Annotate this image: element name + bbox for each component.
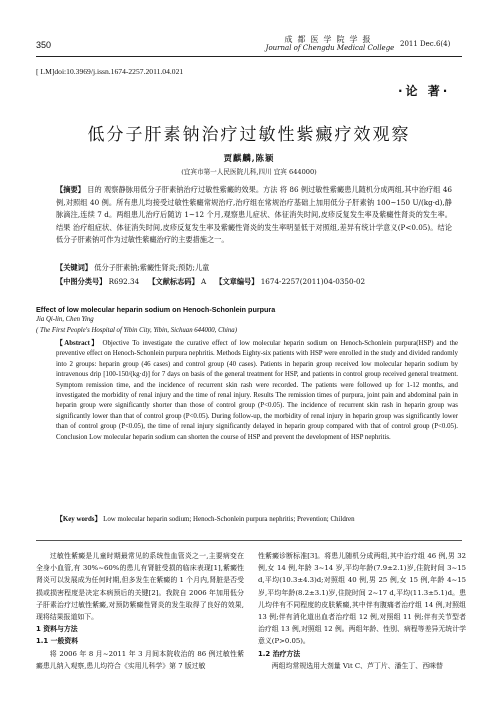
doc-code-value: A xyxy=(200,277,207,286)
english-title: Effect of low molecular heparin sodium on Henoch-Schonlein purpura xyxy=(36,305,276,314)
general-data-paragraph: 将 2006 年 8 月~2011 年 3 月间本院收治的 86 例过敏性紫癜患儿纳入观察,患儿均符合《实用儿科学》第 7 版过敏 xyxy=(36,649,244,670)
abstract-label: 【摘要】 xyxy=(56,185,85,194)
english-affiliation: ( The First People's Hospital of Yibin City, Yibin, Sichuan 644000, China) xyxy=(36,327,237,334)
article-title: 低分子肝素钠治疗过敏性紫癜疗效观察 xyxy=(87,125,411,145)
article-id-value: 1674-2257(2011)04-0350-02 xyxy=(260,277,366,286)
abstract-cn xyxy=(56,184,452,247)
keywords-text: 低分子肝素钠;紫癜性肾炎;预防;儿童 xyxy=(94,263,210,272)
english-abstract-text: Objective To investigate the curative effect of low molecular heparin sodium on Henoch-Schonlein purpura(HSP) and the preventive effect on Henoch-Schonlein purpura nephritis. Methods Eighty-six patients with HSP were enrolled in the study and divided randomly into 2 groups: heparin group (46 cases) and control group (40 cases). Patients in heparin group received low molecular heparin sodium by intravenous drip [100-150/(kg·d)] for 7 days on basis of the general treatment for HSP, and patients in control group received general treatment. Symptom remission time, and the incidence of recurrent skin rash were recorded. The patients were followed up for 1-12 months, and investigated the morbidity of renal injury and the time of renal injury. Results The remission times of purpura, joint pain and abdominal pain in heparin group were significantly shorter than those of control group (P<0.05). The incidence of recurrent skin rash in heparin group was significantly lower than that of control group (P<0.05). During follow-up, the morbidity of renal injury in heparin group was significantly lower than of control group (P<0.05), the time of renal injury significantly delayed in heparin group compared with that of control group (P<0.05). Conclusion Low molecular heparin sodium can shorten the course of HSP and prevent the development of HSP nephritis. xyxy=(56,340,458,441)
keywords-cn xyxy=(56,262,452,275)
english-keywords xyxy=(56,515,458,525)
english-keywords-text: Low molecular heparin sodium; Henoch-Schonlein purpura nephritis; Prevention; Children xyxy=(103,516,355,523)
authors: 贾麒麟,陈颖 xyxy=(223,153,275,163)
intro-paragraph: 过敏性紫癜是儿童时期最常见的系统性血管炎之一,主要病变在全身小血管,有 30%~60%的患儿有肾脏受损的临床表现[1],紫癜性肾炎可以发展成为任何时期,但多发生在紫癜的 1 个月内,肾脏是否受损或损害程度是决定本病预后的关键[2]。我院自 2006 年加用低分子肝素治疗过敏性紫癜,对预防紫癜性肾炎的发生取得了良好的效果,现将结果报道如下。 xyxy=(36,552,244,622)
article-id-label: 【文章编号】 xyxy=(215,277,259,286)
diagnosis-paragraph: 性紫癜诊断标准[3]。将患儿随机分成两组,其中治疗组 46 例,男 32 例,女 14 例,年龄 3~14 岁,平均年龄(7.9±2.1)岁,住院时间 3~15 d,平均(10.3±4.3)d;对照组 40 例,男 25 例,女 15 例,年龄 4~15 岁,平均年龄(8.2±3.1)岁,住院时间 2~17 d,平均(11.3±5.1)d。患儿均伴有不同程度的皮肤紫癜,其中伴有腹痛者治疗组 14 例,对照组 13 例;伴有消化道出血者治疗组 12 例,对照组 11 例;伴有关节型者治疗组 13 例,对照组 12 例。两组年龄、性别、病程等差异无统计学意义(P>0.05)。 xyxy=(258,552,466,646)
english-abstract-label: 【Abstract】 xyxy=(56,340,100,347)
classification-line xyxy=(56,276,452,289)
page-number: 350 xyxy=(36,40,52,50)
doi: [ LM]doi:10.3969/j.issn.1674-2257.2011.04.021 xyxy=(36,67,184,76)
journal-name-cn: 成都医学院学报 xyxy=(284,35,376,44)
keywords-label: 【关键词】 xyxy=(56,263,92,272)
heading-materials-methods: 1 资料与方法 xyxy=(36,625,78,634)
english-abstract xyxy=(56,339,458,443)
doc-code-label: 【文献标志码】 xyxy=(148,277,199,286)
english-keywords-label: 【Key words】 xyxy=(56,516,102,523)
body-left-column xyxy=(36,550,244,672)
abstract-text: 目的 观察静脉用低分子肝素钠治疗过敏性紫癜的效果。方法 将 86 例过敏性紫癜患儿随机分成两组,其中治疗组 46 例,对照组 40 例。所有患儿均接受过敏性紫癜常规治疗,治疗组在常规治疗基础上加用低分子肝素钠 100~150 U/(kg·d),静脉滴注,连续 7 d。两组患儿治疗后随访 1~12 个月,观察患儿症状、体征消失时间,皮疹反复发生率及紫癜性肾炎的发生率。结果 治疗组症状、体征消失时间,皮疹反复发生率及紫癜性肾炎的发生率明显低于对照组,差异有统计学意义(P<0.05)。结论 低分子肝素钠可作为过敏性紫癜治疗的主要措施之一。 xyxy=(56,185,452,245)
heading-treatment: 1.2 治疗方法 xyxy=(258,649,301,658)
issue-info: 2011 Dec.6(4) xyxy=(400,40,451,48)
clc-value: R692.34 xyxy=(108,277,140,286)
section-label: ·论 著· xyxy=(398,84,451,98)
english-authors: Jia Qi-lin, Chen Ying xyxy=(36,316,94,323)
clc-label: 【中图分类号】 xyxy=(56,277,107,286)
abstract-divider xyxy=(36,540,462,541)
journal-name-en: Journal of Chengdu Medical College xyxy=(265,44,395,52)
affiliation: (宜宾市第一人民医院儿科,四川 宜宾 644000) xyxy=(181,168,317,176)
header-rule xyxy=(36,56,462,57)
heading-general-data: 1.1 一般资料 xyxy=(36,637,79,646)
treatment-paragraph: 两组均常规选用大剂量 Vit C、芦丁片、潘生丁、西咪替 xyxy=(271,661,443,670)
body-right-column xyxy=(258,550,466,672)
